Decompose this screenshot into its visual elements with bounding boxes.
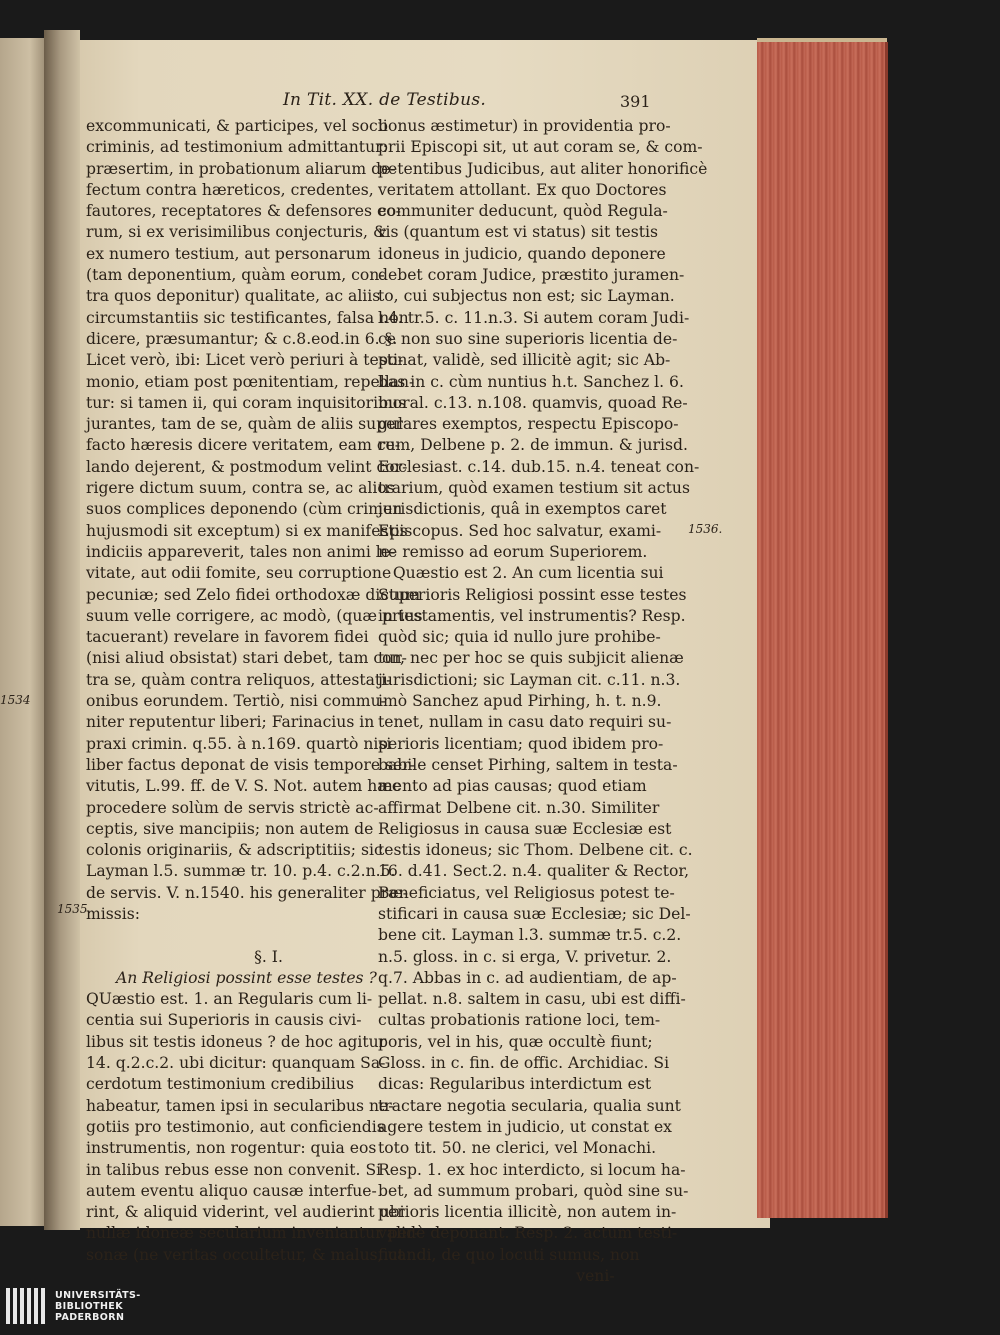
text-line: praxi crimin. q.55. à n.169. quartò nisi	[86, 734, 392, 753]
text-line: hujusmodi sit exceptum) si ex manifestis	[86, 521, 408, 540]
text-line: Gloss. in c. fin. de offic. Archidiac. Si	[378, 1054, 670, 1073]
text-line: veritatem attollant. Ex quo Doctores	[378, 180, 667, 199]
text-line: sonæ (ne veritas occultetur, & malus, ut	[86, 1245, 404, 1264]
text-line: Superioris Religiosi possint esse testes	[378, 585, 687, 604]
text-line: monio, etiam post pœnitentiam, repellan-	[86, 372, 415, 391]
text-line: onibus eorundem. Tertiò, nisi commu-	[86, 692, 386, 711]
text-line: Ecclesiast. c.14. dub.15. n.4. teneat con-	[378, 457, 700, 476]
text-line: rint, & aliquid viderint, vel audierint ubi	[86, 1203, 405, 1222]
book-gutter	[44, 30, 80, 1230]
text-line: ex numero testium, aut personarum	[86, 244, 371, 263]
margin-note-right: 1536.	[688, 522, 723, 536]
margin-note-left-top: 1534	[0, 693, 31, 707]
page-number: 391	[620, 92, 651, 111]
text-line: autem eventu aliquo causæ interfue-	[86, 1181, 377, 1200]
text-line: jurisdictioni; sic Layman cit. c.11. n.3.	[378, 670, 681, 689]
text-line: excommunicati, & participes, vel socii	[86, 117, 388, 135]
text-line: gotiis pro testimonio, aut conficiendis	[86, 1117, 385, 1136]
text-line: poris, vel in his, quæ occultè fiunt;	[378, 1032, 653, 1051]
section-title: An Religiosi possint esse testes ?	[116, 968, 377, 987]
text-line: QUæstio est. 1. an Regularis cum li-	[86, 990, 373, 1009]
text-line: (nisi aliud obsistat) stari debet, tam con-	[86, 649, 407, 668]
text-line: bas in c. cùm nuntius h.t. Sanchez l. 6.	[378, 372, 684, 391]
logo-text	[55, 1290, 141, 1323]
text-line: libus sit testis idoneus ? de hoc agitur	[86, 1032, 387, 1051]
text-line: dicas: Regularibus interdictum est	[378, 1075, 652, 1094]
text-line: missis:	[86, 904, 141, 923]
text-line: toto tit. 50. ne clerici, vel Monachi.	[378, 1139, 657, 1158]
text-line: tractare negotia secularia, qualia sunt	[378, 1096, 681, 1115]
text-line: ne remisso ad eorum Superiorem.	[378, 542, 648, 561]
section-spacer	[86, 925, 381, 946]
text-line: quòd sic; quia id nullo jure prohibe-	[378, 628, 661, 647]
text-line: Beneficiatus, vel Religiosus potest te-	[378, 883, 675, 902]
text-line: debet coram Judice, præstito juramen-	[378, 266, 685, 285]
text-line: affirmat Delbene cit. n.30. Similiter	[378, 798, 660, 817]
text-line: circumstantiis sic testificantes, falsa non	[86, 308, 409, 327]
text-line: de servis. V. n.1540. his generaliter præ-	[86, 883, 409, 902]
red-fore-edge	[757, 42, 888, 1218]
logo-line-3: PADERBORN	[55, 1311, 125, 1323]
text-line: facto hæresis dicere veritatem, eam ce-	[86, 436, 401, 455]
text-line: fectum contra hæreticos, credentes,	[86, 180, 374, 199]
text-line: procedere solùm de servis strictè ac-	[86, 798, 379, 817]
text-line: pecuniæ; sed Zelo fidei orthodoxæ dictum	[86, 585, 421, 604]
text-line: 14. q.2.c.2. ubi dicitur: quanquam Sa-	[86, 1054, 386, 1073]
text-line: petentibus Judicibus, aut aliter honorificè	[378, 159, 708, 178]
logo-bars-icon	[6, 1288, 45, 1324]
text-line: jurisdictionis, quâ in exemptos caret	[378, 500, 667, 519]
text-line: Layman l.5. summæ tr. 10. p.4. c.2.n.5.	[86, 862, 396, 881]
text-line: Religiosus in causa suæ Ecclesiæ est	[378, 819, 672, 838]
text-line: testis idoneus; sic Thom. Delbene cit. c.	[378, 841, 693, 860]
text-line: fautores, receptatores & defensores eo-	[86, 202, 401, 221]
running-head: In Tit. XX. de Testibus.	[283, 90, 487, 110]
text-line: bene cit. Layman l.3. summæ tr.5. c.2.	[378, 926, 682, 945]
text-line: bonus æstimetur) in providentia pro-	[378, 117, 671, 135]
text-line: tur, nec per hoc se quis subjicit alienæ	[378, 649, 684, 668]
text-line: rigere dictum suum, contra se, ac alios	[86, 479, 395, 498]
text-line: in testamentis, vel instrumentis? Resp.	[378, 606, 686, 625]
text-line: l.4. tr.5. c. 11.n.3. Si autem coram Judi-	[378, 308, 690, 327]
text-line: nullæ idoneæ secularium inveniantur per-	[86, 1224, 420, 1243]
text-line: Quæstio est 2. An cum licentia sui	[378, 564, 664, 583]
text-line: validè deponant. Resp. 2. actum testi-	[378, 1224, 678, 1243]
text-line: lando dejerent, & postmodum velint cor-	[86, 457, 408, 476]
text-line: indiciis appareverit, tales non animi le-	[86, 542, 396, 561]
text-line: gulares exemptos, respectu Episcopo-	[378, 415, 679, 434]
text-line: ponat, validè, sed illicitè agit; sic Ab-	[378, 351, 671, 370]
text-line: n.5. gloss. in c. si erga, V. privetur. 2.	[378, 947, 672, 966]
text-line: trarium, quòd examen testium sit actus	[378, 479, 690, 498]
text-line: tenet, nullam in casu dato requiri su-	[378, 713, 672, 732]
text-line: Resp. 1. ex hoc interdicto, si locum ha-	[378, 1160, 686, 1179]
text-line: dicere, præsumantur; & c.8.eod.in 6. §.	[86, 329, 398, 348]
text-line: tacuerant) revelare in favorem fidei	[86, 628, 369, 647]
text-line: niter reputentur liberi; Farinacius in	[86, 713, 375, 732]
text-line: pellat. n.8. saltem in casu, ubi est diffi-	[378, 990, 686, 1009]
text-line: ce non suo sine superioris licentia de-	[378, 329, 678, 348]
text-line: moral. c.13. n.108. quamvis, quoad Re-	[378, 393, 688, 412]
text-line: jurantes, tam de se, quàm de aliis super	[86, 415, 403, 434]
text-line: in talibus rebus esse non convenit. Si	[86, 1160, 382, 1179]
text-line: rum, Delbene p. 2. de immun. & jurisd.	[378, 436, 688, 455]
text-line: communiter deducunt, quòd Regula-	[378, 202, 668, 221]
text-line: imò Sanchez apud Pirhing, h. t. n.9.	[378, 692, 662, 711]
text-line: (tam deponentium, quàm eorum, con-	[86, 266, 385, 285]
text-line: vitate, aut odii fomite, seu corruptione	[86, 564, 392, 583]
text-line: suos complices deponendo (cùm crimen	[86, 500, 403, 519]
text-line: vitutis, L.99. ff. de V. S. Not. autem hæc	[86, 777, 401, 796]
text-line: cerdotum testimonium credibilius	[86, 1075, 354, 1094]
text-line: colonis originariis, & adscriptitiis; sic	[86, 841, 383, 860]
text-line: prii Episcopi sit, ut aut coram se, & com-	[378, 138, 703, 157]
text-line: veni-	[378, 1267, 615, 1286]
text-line: tra quos deponitur) qualitate, ac aliis	[86, 287, 381, 306]
text-line: babile censet Pirhing, saltem in testa-	[378, 755, 678, 774]
text-line: perioris licentiam; quod ibidem pro-	[378, 734, 664, 753]
text-line: cultas probationis ratione loci, tem-	[378, 1011, 661, 1030]
text-line: agere testem in judicio, ut constat ex	[378, 1117, 672, 1136]
text-line: tur: si tamen ii, qui coram inquisitoribus	[86, 393, 407, 412]
text-line: suum velle corrigere, ac modò, (quæ prius	[86, 606, 423, 625]
text-line: 16. d.41. Sect.2. n.4. qualiter & Rector,	[378, 862, 690, 881]
text-line: ficandi, de quo locuti sumus, non	[378, 1245, 640, 1264]
text-line: Episcopus. Sed hoc salvatur, exami-	[378, 521, 662, 540]
margin-note-left-bottom: 1535.	[57, 902, 92, 916]
text-line: liber factus deponat de visis tempore ser-	[86, 755, 415, 774]
text-line: bet, ad summum probari, quòd sine su-	[378, 1181, 689, 1200]
text-line: tra se, quàm contra reliquos, attestati-	[86, 670, 392, 689]
text-line: to, cui subjectus non est; sic Layman.	[378, 287, 675, 306]
left-page-edge	[0, 38, 50, 1226]
text-line: criminis, ad testimonium admittantur:	[86, 138, 388, 157]
text-line: Licet verò, ibi: Licet verò periuri à testi-	[86, 351, 404, 370]
text-line: perioris licentia illicitè, non autem in-	[378, 1203, 677, 1222]
text-line: ceptis, sive mancipiis; non autem de	[86, 819, 374, 838]
text-line: mento ad pias causas; quod etiam	[378, 777, 647, 796]
text-line: rum, si ex verisimilibus conjecturis, &	[86, 223, 387, 242]
text-line: habeatur, tamen ipsi in secularibus ne-	[86, 1096, 394, 1115]
logo-line-1: UNIVERSITÄTS-	[55, 1289, 141, 1301]
section-number: §. I.	[254, 947, 283, 966]
text-line: instrumentis, non rogentur: quia eos	[86, 1139, 377, 1158]
text-line: idoneus in judicio, quando deponere	[378, 244, 666, 263]
text-line: centia sui Superioris in causis civi-	[86, 1011, 362, 1030]
text-line: ris (quantum est vi status) sit testis	[378, 223, 658, 242]
text-line: stificari in causa suæ Ecclesiæ; sic Del-	[378, 904, 691, 923]
left-column	[86, 116, 423, 1266]
library-logo	[6, 1288, 141, 1324]
text-line: q.7. Abbas in c. ad audientiam, de ap-	[378, 968, 677, 987]
logo-line-2: BIBLIOTHEK	[55, 1300, 123, 1312]
text-line: præsertim, in probationum aliarum de-	[86, 159, 396, 178]
